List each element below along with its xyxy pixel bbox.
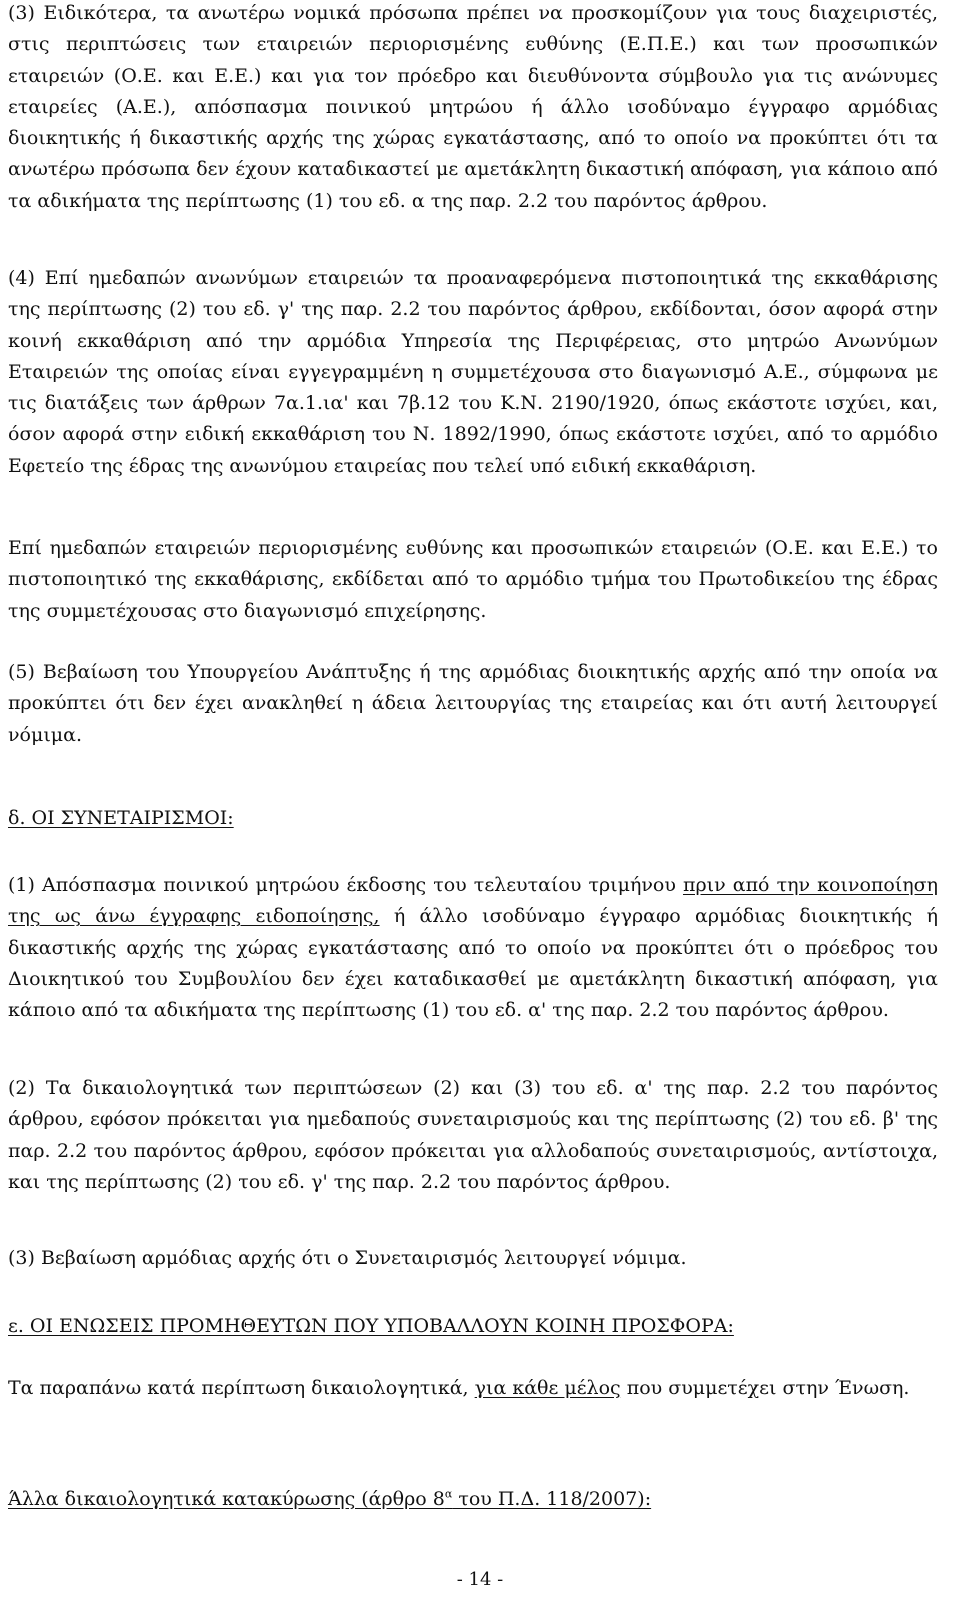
paragraph-delta-2: (2) Τα δικαιολογητικά των περιπτώσεων (2) και (3) του εδ. α' της παρ. 2.2 του παρόντος άρθρου, εφόσον πρόκειται για ημεδαπούς συνεταιρισμούς και της περίπτωσης (2) του εδ. β' της παρ. 2.2 του παρόντος άρθρου, εφόσον πρόκειται για αλλοδαπούς συνεταιρισμούς, αντίστοιχα, και της περίπτωσης (2) του εδ. γ' της παρ. 2.2 του παρόντος άρθρου. [8, 1077, 938, 1193]
paragraph-delta-1 [8, 870, 938, 1026]
other-docs-tail: του Π.Δ. 118/2007): [452, 1488, 652, 1510]
heading-supplier-unions: ε. ΟΙ ΕΝΩΣΕΙΣ ΠΡΟΜΗΘΕΥΤΩΝ ΠΟΥ ΥΠΟΒΑΛΛΟΥΝ ΚΟΙΝΗ ΠΡΟΣΦΟΡΑ: [8, 1315, 734, 1337]
heading-other-documents [8, 1484, 651, 1515]
paragraph-gamma-4: (4) Επί ημεδαπών ανωνύμων εταιρειών τα προαναφερόμενα πιστοποιητικά της εκκαθάρισης της περίπτωσης (2) του εδ. γ' της παρ. 2.2 του παρόντος άρθρου, εκδίδονται, όσον αφορά στην κοινή εκκαθάριση από την αρμόδια Υπηρεσία της Περιφέρειας, στο μητρώο Ανωνύμων Εταιρειών της οποίας είναι εγγεγραμμένη η συμμετέχουσα στο διαγωνισμό Α.Ε., σύμφωνα με τις διατάξεις των άρθρων 7α.1.ια' και 7β.12 του Κ.Ν. 2190/1920, όπως εκάστοτε ισχύει, και, όσον αφορά στην ειδική εκκαθάριση του Ν. 1892/1990, όπως εκάστοτε ισχύει, από το αρμόδιο Εφετείο της έδρας της ανωνύμου εταιρείας που τελεί υπό ειδική εκκαθάριση. [8, 267, 938, 477]
other-docs-main: Άλλα δικαιολογητικά κατακύρωσης (άρθρο 8 [8, 1488, 445, 1510]
epsilon-prefix: Τα παραπάνω κατά περίπτωση δικαιολογητικά, [8, 1377, 475, 1399]
other-docs-superscript: α [444, 1487, 453, 1501]
paragraph-gamma-5: (5) Βεβαίωση του Υπουργείου Ανάπτυξης ή της αρμόδιας διοικητικής αρχής από την οποία να προκύπτει ότι δεν έχει ανακληθεί η άδεια λειτουργίας της εταιρείας και ότι αυτή λειτουργεί νόμιμα. [8, 661, 938, 746]
delta-1-suffix: ή άλλο ισοδύναμο έγγραφο αρμόδιας διοικητικής ή δικαστικής αρχής της χώρας εγκατάστασης από το οποίο να προκύπτει ότι ο πρόεδρος του Διοικητικού του Συμβουλίου δεν έχει καταδικασθεί με αμετάκλητη δικαστική απόφαση, για κάποιο από τα αδικήματα της περίπτωσης (1) του εδ. α' της παρ. 2.2 του παρόντος άρθρου. [8, 905, 938, 1022]
page-number: - 14 - [456, 1569, 504, 1590]
paragraph-delta-3: (3) Βεβαίωση αρμόδιας αρχής ότι ο Συνεταιρισμός λειτουργεί νόμιμα. [8, 1247, 687, 1269]
heading-cooperatives: δ. ΟΙ ΣΥΝΕΤΑΙΡΙΣΜΟΙ: [8, 807, 234, 829]
epsilon-suffix: που συμμετέχει στην Ένωση. [620, 1377, 910, 1399]
epsilon-underlined: για κάθε μέλος [474, 1377, 621, 1399]
delta-1-underlined: πριν από την κοινοποίηση της ως άνω έγγραφης ειδοποίησης, [8, 874, 939, 928]
paragraph-gamma-3: (3) Ειδικότερα, τα ανωτέρω νομικά πρόσωπα πρέπει να προσκομίζουν για τους διαχειριστές, στις περιπτώσεις των εταιρειών περιορισμένης ευθύνης (Ε.Π.Ε.) και των προσωπικών εταιρειών (Ο.Ε. και Ε.Ε.) και για τον πρόεδρο και διευθύνοντα σύμβουλο για τις ανώνυμες εταιρείες (Α.Ε.), απόσπασμα ποινικού μητρώου ή άλλο ισοδύναμο έγγραφο αρμόδιας διοικητικής ή δικαστικής αρχής της χώρας εγκατάστασης, από το οποίο να προκύπτει ότι τα ανωτέρω πρόσωπα δεν έχουν καταδικαστεί με αμετάκλητη δικαστική απόφαση, για κάποιο από τα αδικήματα της περίπτωσης (1) του εδ. α της παρ. 2.2 του παρόντος άρθρου. [8, 2, 938, 212]
paragraph-gamma-4-epe: Επί ημεδαπών εταιρειών περιορισμένης ευθύνης και προσωπικών εταιρειών (Ο.Ε. και Ε.Ε.) το πιστοποιητικό της εκκαθάρισης, εκδίδεται από το αρμόδιο τμήμα του Πρωτοδικείου της έδρας της συμμετέχουσας στο διαγωνισμό επιχείρησης. [8, 537, 938, 622]
paragraph-epsilon [8, 1373, 938, 1404]
delta-1-prefix: (1) Απόσπασμα ποινικού μητρώου έκδοσης του τελευταίου τριμήνου [8, 874, 683, 896]
